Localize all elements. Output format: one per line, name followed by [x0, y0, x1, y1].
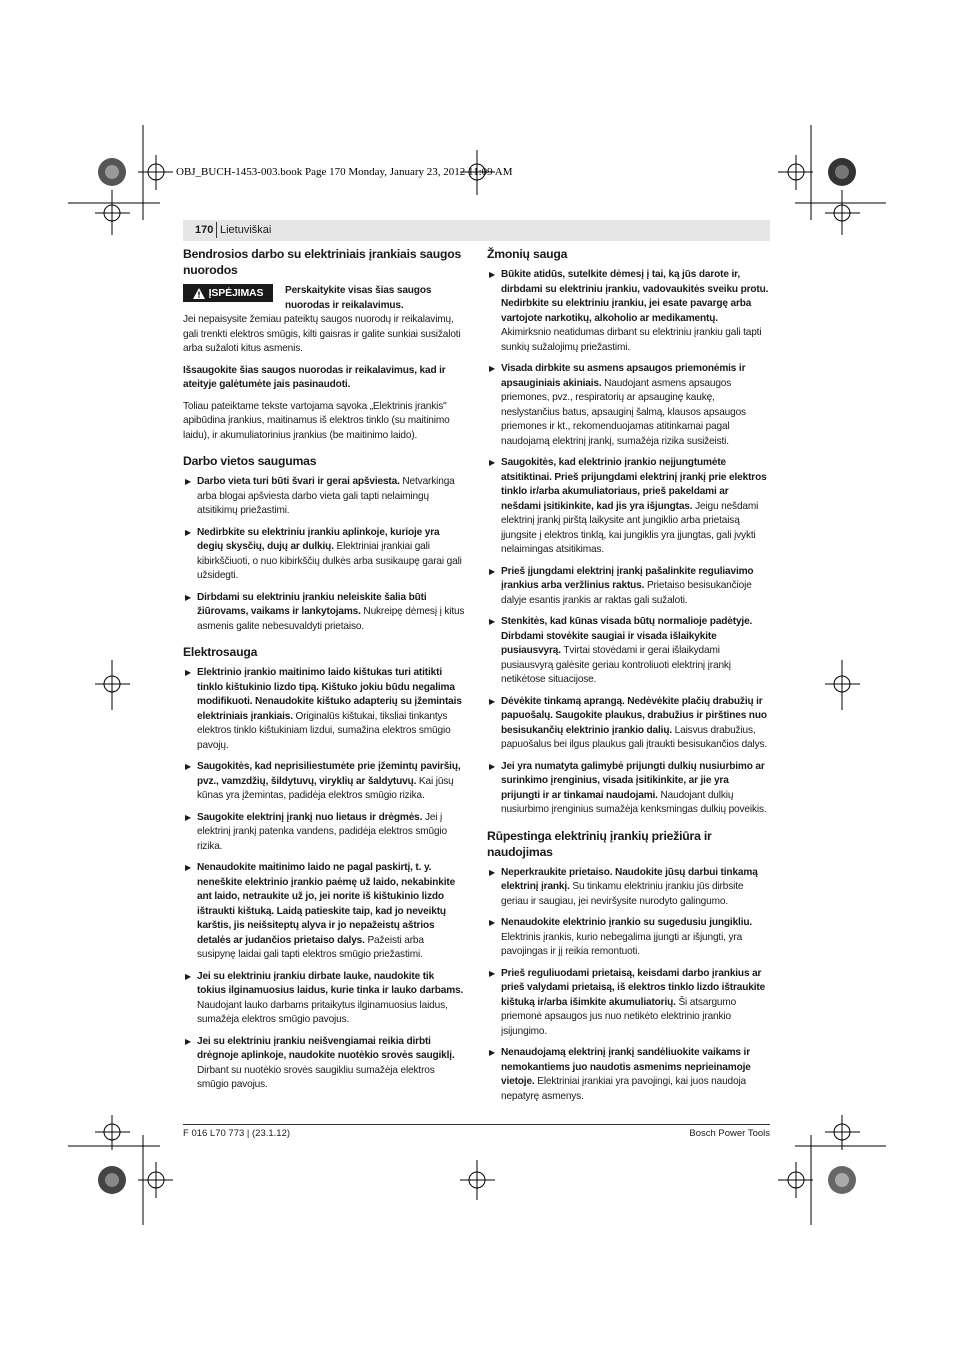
- safety-item-bold: Prieš reguliuodami prietaisą, keisdami darbo įrankius ar prieš valydami prietaisą, iš elektros tinklo lizdo ištraukite kištuką ir/arba išimkite akumuliatorių.: [501, 967, 766, 1008]
- bullet-arrow-icon: ▶: [185, 812, 192, 822]
- section-heading: Elektrosauga: [183, 645, 258, 659]
- footer-brand: Bosch Power Tools: [689, 1128, 770, 1139]
- warning-triangle-icon: [193, 288, 205, 299]
- safety-item-text: Akimirksnio neatidumas dirbant su elektriniu įrankiu gali tapti sunkių sužalojimų priežastimi.: [501, 327, 762, 353]
- bullet-arrow-icon: ▶: [489, 1048, 496, 1057]
- keep-instructions: Išsaugokite šias saugos nuorodas ir reikalavimus, kad ir ateityje galėtumėte jais pasinaudoti.: [183, 364, 446, 390]
- safety-item: [183, 1035, 465, 1093]
- safety-item-text: Netvarkinga arba blogai apšviesta darbo vieta gali tapti nelaimingų atsitikimų priežastimi.: [197, 476, 455, 516]
- safety-item: [183, 970, 465, 1028]
- safety-item: [487, 565, 769, 609]
- bullet-arrow-icon: ▶: [489, 270, 496, 279]
- safety-item-text: Su tinkamu elektriniu įrankiu jūs dirbsite geriau ir saugiau, jei neviršysite nurodyto galingumo.: [501, 881, 744, 907]
- bullet-arrow-icon: ▶: [185, 762, 192, 771]
- safety-item: [183, 475, 465, 519]
- safety-item: [487, 866, 769, 910]
- bullet-arrow-icon: ▶: [489, 867, 496, 877]
- safety-item: [487, 615, 769, 688]
- safety-item-text: Ši atsargumo priemonė apsaugos jus nuo netikėto elektrinio įrankio įsijungimo.: [501, 996, 737, 1037]
- safety-item-text: Pažeisti arba susipynę laidai gali tapti elektros smūgio priežastimi.: [197, 934, 424, 960]
- bullet-arrow-icon: ▶: [489, 566, 496, 576]
- bullet-arrow-icon: ▶: [185, 592, 192, 602]
- safety-item-text: Laisvus drabužius, papuošalus bei ilgus plaukus gali įtraukti besisukančios dalys.: [501, 724, 768, 750]
- safety-item-bold: Neperkraukite prietaiso. Naudokite jūsų darbui tinkamą elektrinį įrankį.: [501, 866, 758, 892]
- safety-item: [183, 591, 465, 635]
- safety-item-bold: Prieš įjungdami elektrinį įrankį pašalinkite reguliavimo įrankius arba veržlinius raktus.: [501, 565, 754, 591]
- safety-item-bold: Jei su elektriniu įrankiu neišvengiamai reikia dirbti drėgnoje aplinkoje, naudokite nuotėkio srovės saugiklį.: [197, 1035, 455, 1061]
- safety-item: [487, 268, 769, 355]
- safety-item: [183, 666, 465, 753]
- safety-item: [183, 760, 465, 804]
- safety-item-text: Prietaiso besisukančioje dalyje esantis įrankis ar raktas gali sužaloti.: [501, 580, 752, 606]
- safety-item: [183, 526, 465, 584]
- safety-item-text: Tvirtai stovėdami ir gerai išlaikydami pusiausvyrą galėsite geriau kontroliuoti elektrinį įrankį netikėtose situacijose.: [501, 645, 731, 685]
- safety-item: [487, 362, 769, 449]
- safety-item-text: Jei į elektrinį įrankį patenka vandens, padidėja elektros smūgio rizika.: [197, 811, 447, 852]
- warning-badge-label: ĮSPĖJIMAS: [208, 286, 264, 299]
- safety-item: [487, 760, 769, 818]
- safety-item-bold: Būkite atidūs, sutelkite dėmesį į tai, ką jūs darote ir, dirbdami su elektriniu įrankiu, vadovaukitės sveiku protu. Nedirbkite su elektriniu įrankiu, jei esate pavargę arba vartojote narkotikų, alkoholio ar medikamentų.: [501, 269, 769, 324]
- safety-item-bold: Dirbdami su elektriniu įrankiu neleiskite šalia būti žiūrovams, vaikams ir lankytojams.: [197, 591, 427, 617]
- section-heading: Darbo vietos saugumas: [183, 454, 317, 468]
- safety-item-bold: Elektrinio įrankio maitinimo laido kištukas turi atitikti tinklo kištukinio lizdo tipą. Kištuko jokiu būdu negalima modifikuoti. Nenaudokite kištuko adapterių su įžemintais elektriniais įrankiais.: [197, 667, 462, 722]
- safety-item: [487, 695, 769, 753]
- warning-badge: [183, 284, 273, 302]
- safety-item-bold: Visada dirbkite su asmens apsaugos priemonėmis ir apsauginiais akiniais.: [501, 363, 746, 389]
- bullet-arrow-icon: ▶: [185, 527, 192, 537]
- bullet-arrow-icon: ▶: [489, 617, 496, 626]
- bullet-arrow-icon: ▶: [185, 863, 192, 872]
- page-number: 170: [195, 224, 214, 236]
- bullet-arrow-icon: ▶: [185, 1036, 192, 1046]
- safety-item-bold: Stenkitės, kad kūnas visada būtų normalioje padėtyje. Dirbdami stovėkite saugiai ir visada išlaikykite pusiausvyrą.: [501, 616, 753, 656]
- safety-item-text: Naudojant asmens apsaugos priemones, pvz., respiratorių ar apsauginę kaukę, neslystančius batus, apsauginį šalmą, klausos apsaugos priemones ir kt., rekomenduojamas atitinkamai pagal naudojamą elektrinį įrankį, sumažėja rizika susižeisti.: [501, 377, 746, 447]
- bullet-arrow-icon: ▶: [489, 364, 496, 373]
- safety-item-text: Elektriniai įrankiai yra pavojingi, kai juos naudoja nepatyrę asmenys.: [501, 1076, 747, 1102]
- safety-item-bold: Saugokitės, kad elektrinio įrankio neįjungtumėte atsitiktinai. Prieš prijungdami elektrinį įrankį prie elektros tinklo ir/arba akumuliatoriaus, prieš pakeldami ar nešdami įsitikinkite, kad jis yra išjungtas.: [501, 457, 767, 512]
- safety-item-text: Nukreipę dėmesį į kitus asmenis galite nebesuvaldyti prietaiso.: [197, 606, 465, 632]
- bullet-arrow-icon: ▶: [185, 971, 192, 981]
- safety-item-bold: Dėvėkite tinkamą aprangą. Nedėvėkite plačių drabužių ir papuošalų. Saugokite plaukus, drabužius ir pirštines nuo besisukančių elektrinio įrankio dalių.: [501, 695, 767, 736]
- safety-item-text: Elektriniai įrankiai gali kibirkščiuoti, o nuo kibirkščių dulkės arba susikaupę garai gali užsidegti.: [197, 541, 462, 581]
- safety-item: [183, 861, 465, 963]
- left-sections: [183, 453, 465, 1093]
- safety-item-text: Naudojant dulkių nusiurbimo įrenginius sumažėja kenksmingas dulkių poveikis.: [501, 789, 767, 815]
- general-safety-title: Bendrosios darbo su elektriniais įrankiais saugos nuorodos: [183, 247, 462, 277]
- header-separator: [216, 222, 217, 238]
- bullet-arrow-icon: ▶: [489, 458, 496, 467]
- safety-item-bold: Nenaudokite elektrinio įrankio su sugedusiu jungikliu.: [501, 917, 753, 928]
- safety-item-text: Jeigu nešdami elektrinį įrankį pirštą laikysite ant jungiklio arba prietaisą įjungsite į elektros tinklą, kai jungiklis yra įjungtas, gali įvykti nelaimingas atsitikimas.: [501, 500, 759, 555]
- safety-item-bold: Nenaudojamą elektrinį įrankį sandėliuokite vaikams ir nemokantiems juo naudotis asmenims neprieinamoje vietoje.: [501, 1047, 751, 1087]
- safety-item-bold: Nenaudokite maitinimo laido ne pagal paskirtį, t. y. neneškite elektrinio įrankio paėmę už laido, nekabinkite ant laido, netraukite už jo, jei norite iš kištukinio lizdo ištraukti kištuką. Laidą patieskite taip, kad jo neveiktų karštis, jis neišsiteptų alyva ir jo nepažeistų aštrios detalės ar judančios prietaiso dalys.: [197, 862, 456, 946]
- warning-bold-text: Perskaitykite visas šias saugos nuorodas ir reikalavimus.: [285, 285, 432, 311]
- bullet-arrow-icon: ▶: [489, 918, 496, 927]
- right-column: [487, 246, 769, 1111]
- footer-doc-code: F 016 L70 773 | (23.1.12): [183, 1128, 291, 1139]
- safety-item-text: Naudojant lauko darbams pritaikytus ilginamuosius laidus, sumažėja elektros smūgio pavojus.: [197, 999, 448, 1025]
- language-label: Lietuviškai: [220, 224, 272, 236]
- bullet-arrow-icon: ▶: [185, 477, 192, 486]
- safety-item-text: Dirbant su nuotėkio srovės saugikliu sumažėja elektros smūgio pavojus.: [197, 1064, 435, 1090]
- section-heading: Rūpestinga elektrinių įrankių priežiūra ir naudojimas: [487, 828, 712, 859]
- bullet-arrow-icon: ▶: [489, 761, 496, 771]
- warning-rest-span: Jei nepaisysite žemiau pateiktų saugos nuorodų ir reikalavimų, gali trenkti elektros smūgis, kilti gaisras ir galite sunkiai susižaloti arba sužaloti kitus asmenis.: [183, 314, 461, 354]
- safety-item-bold: Nedirbkite su elektriniu įrankiu aplinkoje, kurioje yra degių skysčių, dujų ar dulkių.: [197, 526, 440, 552]
- safety-item-text: Originalūs kištukai, tiksliai tinkantys elektros tinklo kištukiniam lizdui, sumažina elektros smūgio pavojų.: [197, 710, 451, 751]
- safety-item: [487, 967, 769, 1040]
- footer-rule: [183, 1124, 770, 1125]
- safety-item-bold: Darbo vieta turi būti švari ir gerai apšviesta.: [197, 476, 400, 487]
- definition-paragraph: Toliau pateiktame tekste vartojama sąvoka „Elektrinis įrankis" apibūdina įrankius, maitinamus iš elektros tinklo (su maitinimo laidu), ir akumuliatorinius įrankius (be maitinimo laido).: [183, 400, 450, 441]
- warning-rest-text: [183, 313, 465, 357]
- bullet-arrow-icon: ▶: [489, 968, 496, 978]
- right-sections: [487, 246, 769, 1104]
- safety-item: [487, 1046, 769, 1104]
- safety-item-text: Kai jūsų kūnas yra įžemintas, padidėja elektros smūgio rizika.: [197, 775, 454, 801]
- print-header: OBJ_BUCH-1453-003.book Page 170 Monday, January 23, 2012 11:09 AM: [176, 166, 513, 178]
- safety-item-bold: Jei su elektriniu įrankiu dirbate lauke, naudokite tik tokius ilginamuosius laidus, kurie tinka ir lauko darbams.: [197, 970, 464, 996]
- safety-item-bold: Jei yra numatyta galimybė prijungti dulkių nusiurbimo ar surinkimo įrenginius, visada įsitikinkite, ar jie yra prijungti ir ar tinkamai naudojami.: [501, 760, 765, 801]
- safety-item: [487, 916, 769, 960]
- safety-item-text: Elektrinis įrankis, kurio nebegalima įjungti ar išjungti, yra pavojingas ir jį reikia remontuoti.: [501, 931, 743, 957]
- safety-item-bold: Saugokitės, kad neprisiliestumėte prie įžemintų paviršių, pvz., vamzdžių, šildytuvų, viryklių ar šaldytuvų.: [197, 761, 461, 787]
- bullet-arrow-icon: ▶: [489, 696, 496, 706]
- left-column: [183, 246, 465, 1100]
- warning-block: [183, 284, 465, 313]
- section-heading: Žmonių sauga: [487, 247, 568, 261]
- safety-item: [487, 456, 769, 558]
- safety-item-bold: Saugokite elektrinį įrankį nuo lietaus ir drėgmės.: [197, 811, 423, 823]
- safety-item: [183, 811, 465, 855]
- bullet-arrow-icon: ▶: [185, 668, 192, 677]
- page-header-bar: [183, 220, 770, 241]
